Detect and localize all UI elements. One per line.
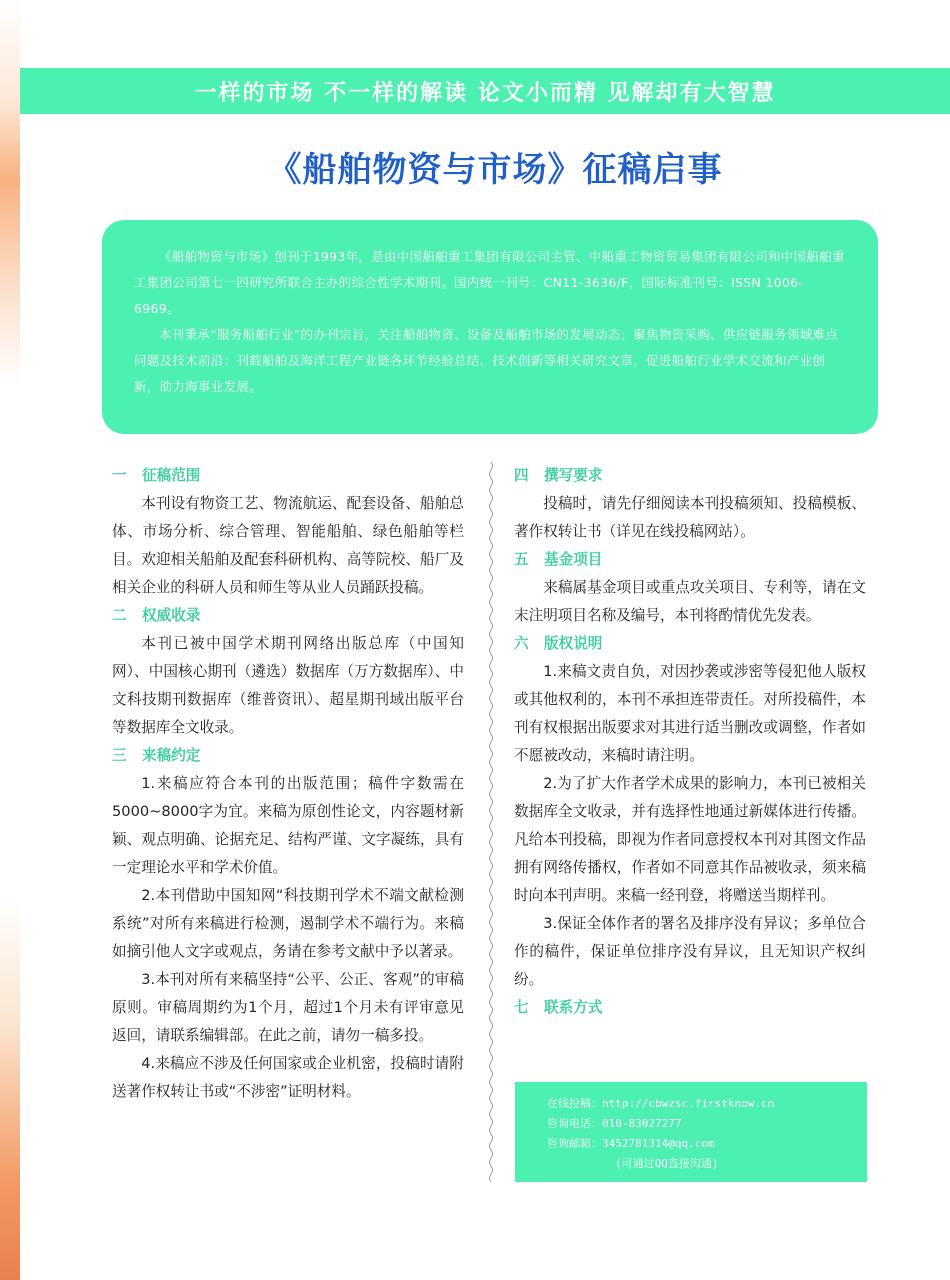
section-heading-agreement — [112, 742, 464, 770]
section-heading-writing — [514, 462, 866, 490]
section-heading-indexing — [112, 602, 464, 630]
section-title: 征稿范围 — [142, 467, 201, 484]
paragraph: 2.为了扩大作者学术成果的影响力，本刊已被相关数据库全文收录，并有选择性地通过新媒体进行传播。凡给本刊投稿，即视为作者同意授权本刊对其图文作品拥有网络传播权，作者如不同意其作品被收录，须来稿时向本刊声明。来稿一经刊登，将赠送当期样刊。 — [514, 775, 866, 904]
left-column — [112, 462, 464, 1106]
section-title: 权威收录 — [142, 607, 201, 624]
paragraph: 1.来稿文责自负，对因抄袭或涉密等侵犯他人版权或其他权利的，本刊不承担连带责任。对所投稿件，本刊有权根据出版要求对其进行适当删改或调整，作者如不愿被改动，来稿时请注明。 — [514, 663, 866, 764]
intro-paragraph-2: 本刊秉承“服务船舶行业”的办刊宗旨，关注船舶物资、设备及船舶市场的发展动态；聚焦物资采购、供应链服务领域难点问题及技术前沿；刊载船舶及海洋工程产业链各环节经验总结、技术创新等相关研究文章，促进船舶行业学术交流和产业创新，助力海事业发展。 — [134, 327, 839, 394]
slogan-text: 一样的市场 不一样的解读 论文小而精 见解却有大智慧 — [194, 80, 776, 106]
paragraph: 3.本刊对所有来稿坚持“公平、公正、客观”的审稿原则。审稿周期约为1个月，超过1个月未有评审意见返回，请联系编辑部。在此之前，请勿一稿多投。 — [112, 971, 464, 1044]
contact-website[interactable]: 在线投稿：http://cbwzsc.firstknow.cn — [547, 1097, 775, 1110]
section-number: 三 — [112, 747, 127, 764]
contact-phone: 咨询电话：010-83027277 — [547, 1117, 682, 1130]
contact-email[interactable]: 咨询邮箱：3452781314@qq.com — [547, 1137, 715, 1150]
page-title: 《船舶物资与市场》征稿启事 — [267, 150, 723, 190]
section-number: 七 — [514, 999, 529, 1016]
paragraph: 2.本刊借助中国知网“科技期刊学术不端文献检测系统”对所有来稿进行检测，遏制学术不端行为。来稿如摘引他人文字或观点，务请在参考文献中予以著录。 — [112, 887, 464, 960]
contact-box — [515, 1082, 867, 1182]
paragraph: 来稿属基金项目或重点攻关项目、专利等，请在文末注明项目名称及编号，本刊将酌情优先发表。 — [514, 579, 866, 624]
paragraph: 1.来稿应符合本刊的出版范围；稿件字数需在5000~8000字为宜。来稿为原创性论文，内容题材新颖、观点明确、论据充足、结构严谨、文字凝练，具有一定理论水平和学术价值。 — [112, 775, 464, 876]
section-number: 四 — [514, 467, 529, 484]
section-heading-contact — [514, 994, 866, 1022]
intro-box — [102, 220, 878, 434]
section-title: 来稿约定 — [142, 747, 201, 764]
right-column — [514, 462, 866, 1022]
section-title: 撰写要求 — [544, 467, 603, 484]
intro-paragraph-1: 《船舶物资与市场》创刊于1993年，是由中国船舶重工集团有限公司主管、中船重工物资贸易集团有限公司和中国船舶重工集团公司第七一四研究所联合主办的综合性学术期刊。国内统一刊号：CN11-3636/F，国际标准刊号：ISSN 1006-6969。 — [134, 249, 845, 316]
section-heading-funding — [514, 546, 866, 574]
section-number: 二 — [112, 607, 127, 624]
section-title: 基金项目 — [544, 551, 603, 568]
slogan-banner — [20, 68, 950, 114]
section-number: 六 — [514, 635, 529, 652]
section-title: 版权说明 — [544, 635, 603, 652]
section-number: 五 — [514, 551, 529, 568]
column-divider — [488, 462, 494, 1187]
paragraph: 3.保证全体作者的署名及排序没有异议；多单位合作的稿件，保证单位排序没有异议，且无知识产权纠纷。 — [514, 915, 866, 988]
paragraph: 本刊设有物资工艺、物流航运、配套设备、船舶总体、市场分析、综合管理、智能船舶、绿色船舶等栏目。欢迎相关船舶及配套科研机构、高等院校、船厂及相关企业的科研人员和师生等从业人员踊跃投稿。 — [112, 495, 464, 596]
paragraph: 4.来稿应不涉及任何国家或企业机密，投稿时请附送著作权转让书或“不涉密”证明材料。 — [112, 1055, 464, 1100]
section-heading-copyright — [514, 630, 866, 658]
left-edge-decoration — [0, 0, 20, 1280]
section-title: 联系方式 — [544, 999, 603, 1016]
section-heading-scope — [112, 462, 464, 490]
section-number: 一 — [112, 467, 127, 484]
paragraph: 本刊已被中国学术期刊网络出版总库（中国知网）、中国核心期刊（遴选）数据库（万方数据库）、中文科技期刊数据库（维普资讯）、超星期刊域出版平台等数据库全文收录。 — [112, 635, 464, 736]
contact-note: (可通过QQ直接沟通) — [615, 1157, 719, 1170]
paragraph: 投稿时，请先仔细阅读本刊投稿须知、投稿模板、著作权转让书（详见在线投稿网站）。 — [514, 495, 866, 540]
